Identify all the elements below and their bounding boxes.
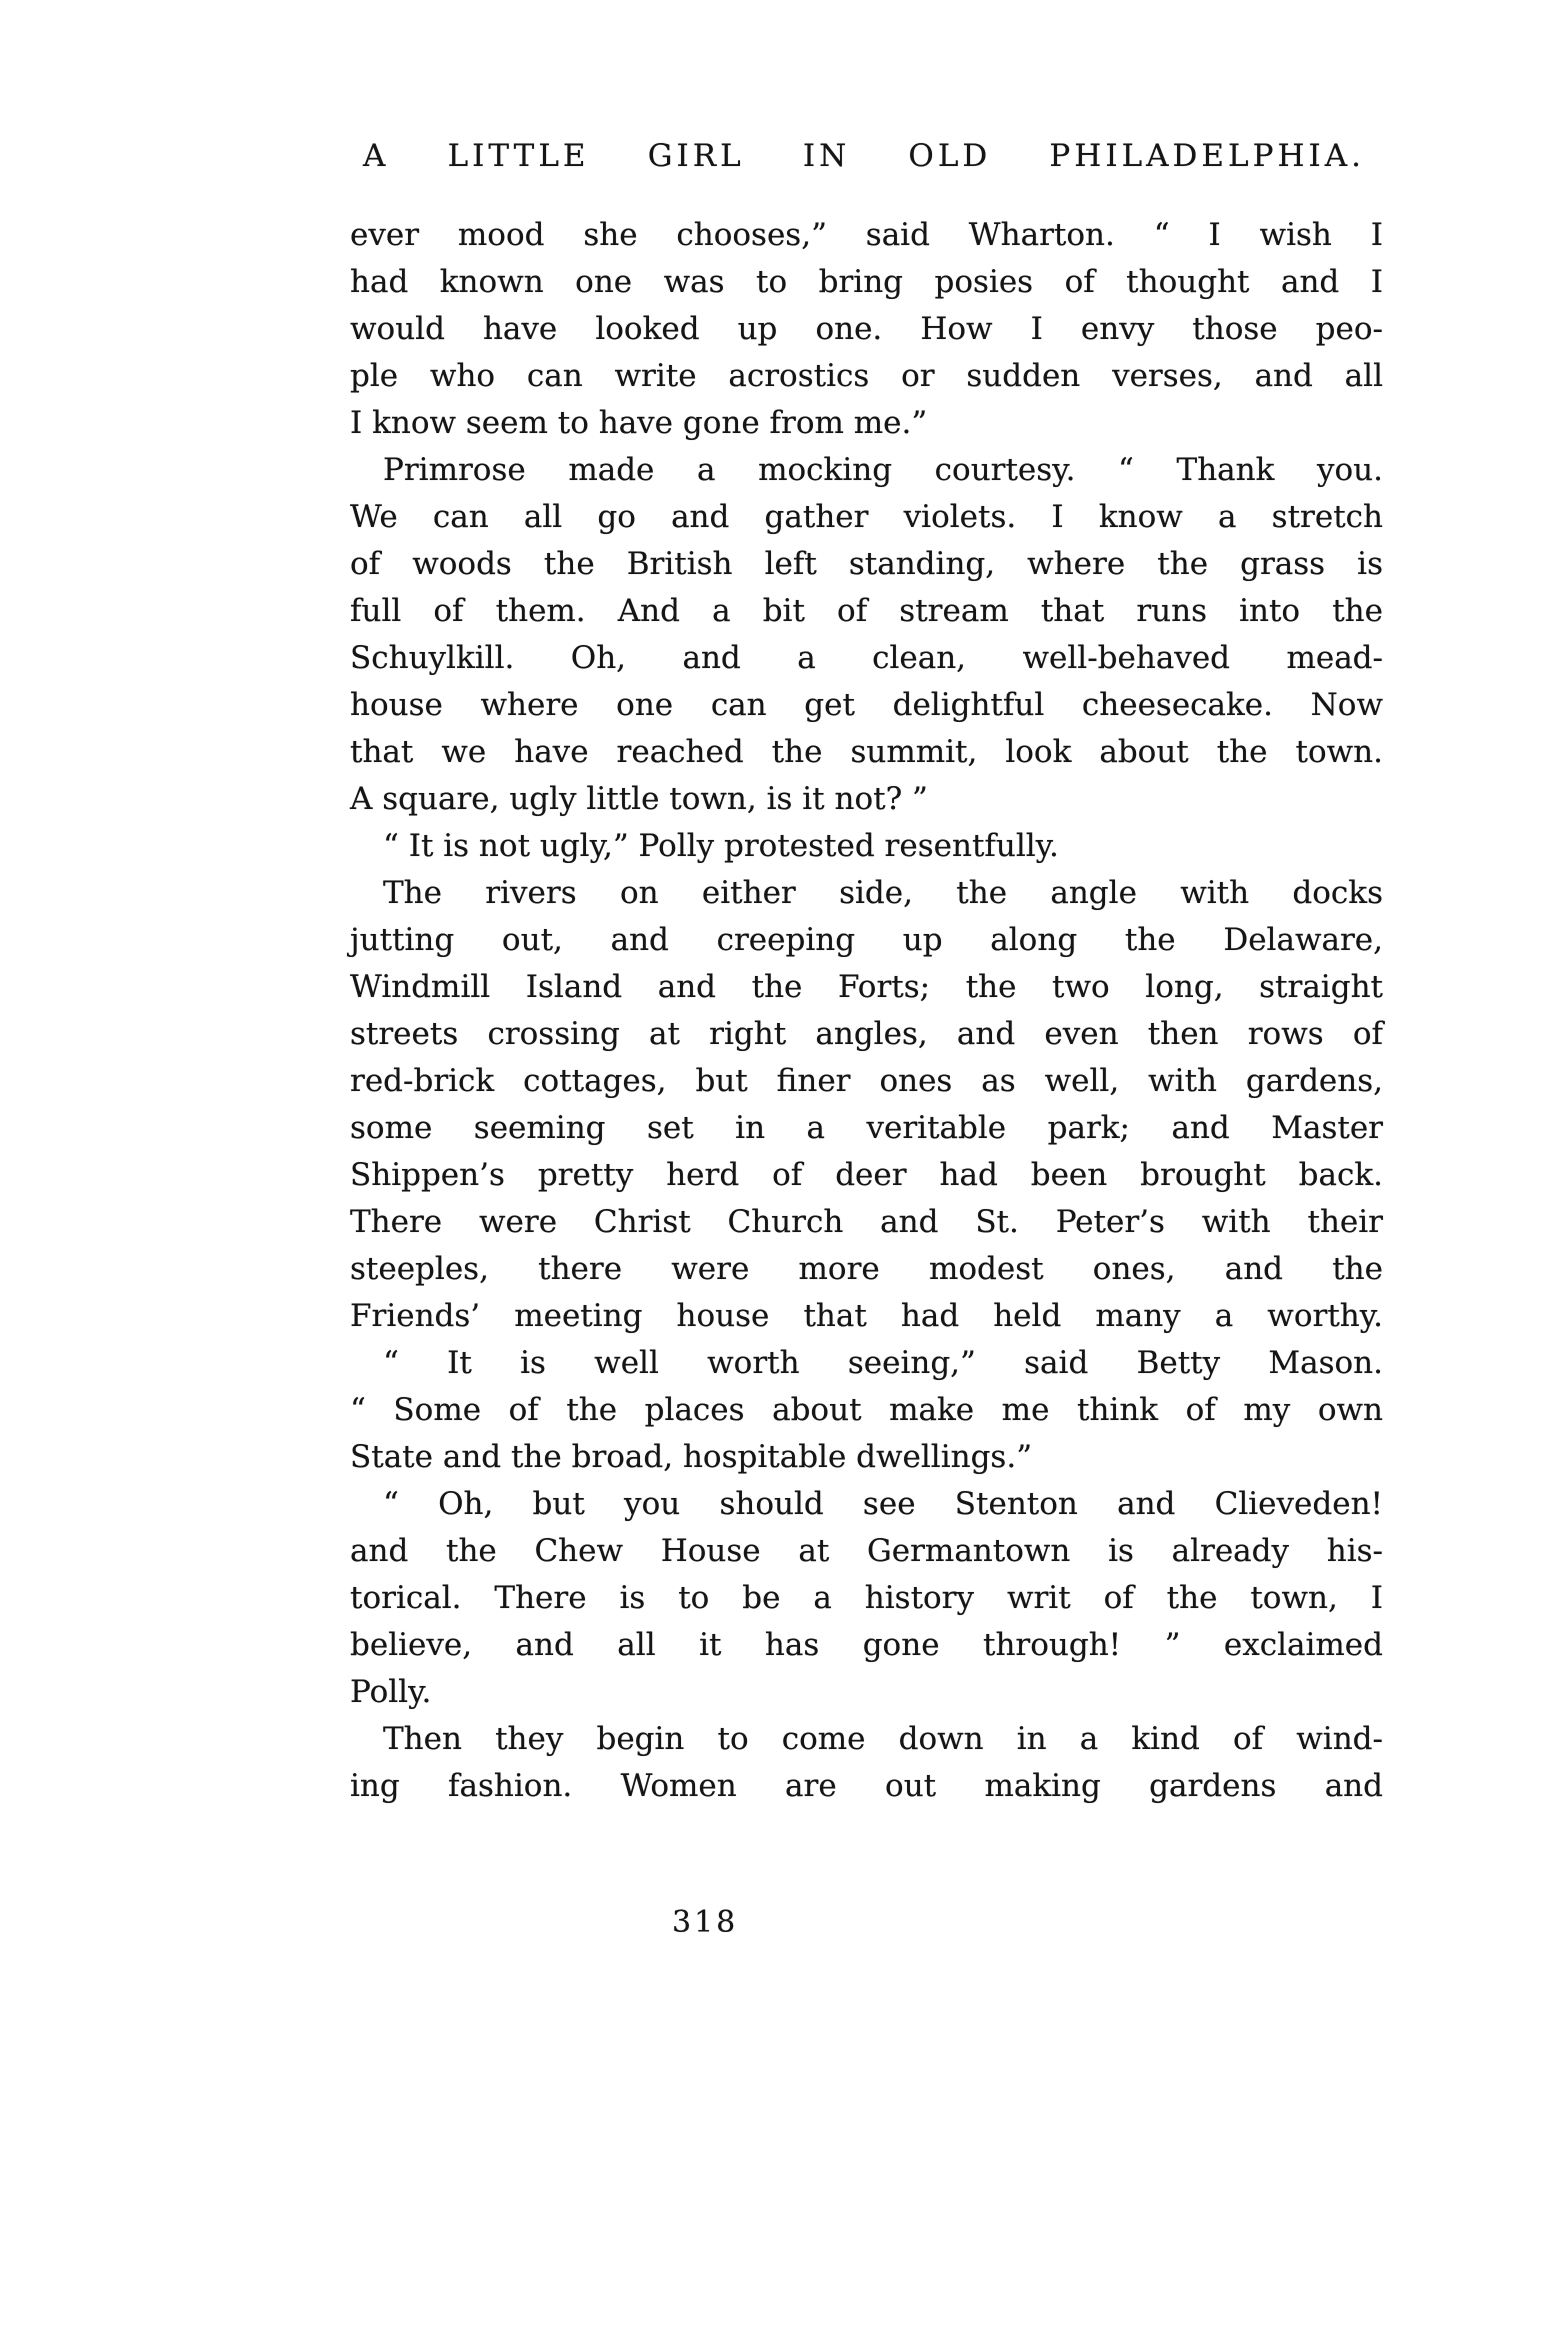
text-line: Schuylkill. Oh, and a clean, well-behaved mead- xyxy=(350,640,1383,676)
running-header: A LITTLE GIRL IN OLD PHILADELPHIA. xyxy=(363,138,1365,174)
text-block xyxy=(350,133,1383,1940)
text-line: Shippen’s pretty herd of deer had been brought back. xyxy=(350,1157,1383,1193)
text-line: ever mood she chooses,” said Wharton. “ I wish I xyxy=(350,217,1383,253)
text-line: Polly. xyxy=(350,1674,432,1710)
text-line: “ Oh, but you should see Stenton and Clieveden! xyxy=(383,1486,1383,1522)
text-line: “ It is not ugly,” Polly protested resentfully. xyxy=(383,828,1059,864)
text-line: steeples, there were more modest ones, and the xyxy=(350,1251,1383,1287)
page-number: 318 xyxy=(672,1905,739,1940)
text-line: Friends’ meeting house that had held many a worthy. xyxy=(350,1298,1383,1334)
text-line: Primrose made a mocking courtesy. “ Thank you. xyxy=(383,452,1383,488)
text-line: “ It is well worth seeing,” said Betty Mason. xyxy=(383,1345,1383,1381)
text-line: believe, and all it has gone through! ” exclaimed xyxy=(350,1627,1383,1663)
text-line: A square, ugly little town, is it not? ” xyxy=(350,781,928,817)
text-line: of woods the British left standing, where the grass is xyxy=(350,546,1383,582)
text-line: would have looked up one. How I envy those peo- xyxy=(350,311,1383,347)
text-line: The rivers on either side, the angle with docks xyxy=(383,875,1383,911)
text-line: jutting out, and creeping up along the Delaware, xyxy=(350,922,1383,958)
folio-row xyxy=(350,1905,1383,1940)
text-line: “ Some of the places about make me think of my own xyxy=(350,1392,1383,1428)
text-line: Then they begin to come down in a kind of wind- xyxy=(383,1721,1383,1757)
text-line: ple who can write acrostics or sudden verses, and all xyxy=(350,358,1383,394)
text-line: that we have reached the summit, look about the town. xyxy=(350,734,1383,770)
text-line: full of them. And a bit of stream that runs into the xyxy=(350,593,1383,629)
text-line: State and the broad, hospitable dwellings.” xyxy=(350,1439,1033,1475)
page-body xyxy=(350,212,1383,1810)
text-line: had known one was to bring posies of thought and I xyxy=(350,264,1383,300)
text-line: ing fashion. Women are out making gardens and xyxy=(350,1768,1383,1804)
text-line: and the Chew House at Germantown is already his- xyxy=(350,1533,1383,1569)
text-line: We can all go and gather violets. I know a stretch xyxy=(350,499,1383,535)
text-line: torical. There is to be a history writ of the town, I xyxy=(350,1580,1383,1616)
text-line: streets crossing at right angles, and even then rows of xyxy=(350,1016,1383,1052)
text-line: Windmill Island and the Forts; the two long, straight xyxy=(350,969,1383,1005)
text-line: I know seem to have gone from me.” xyxy=(350,405,928,441)
text-line: red-brick cottages, but finer ones as well, with gardens, xyxy=(350,1063,1383,1099)
text-line: house where one can get delightful cheesecake. Now xyxy=(350,687,1383,723)
text-line: some seeming set in a veritable park; and Master xyxy=(350,1110,1383,1146)
text-line: There were Christ Church and St. Peter’s with their xyxy=(350,1204,1383,1240)
